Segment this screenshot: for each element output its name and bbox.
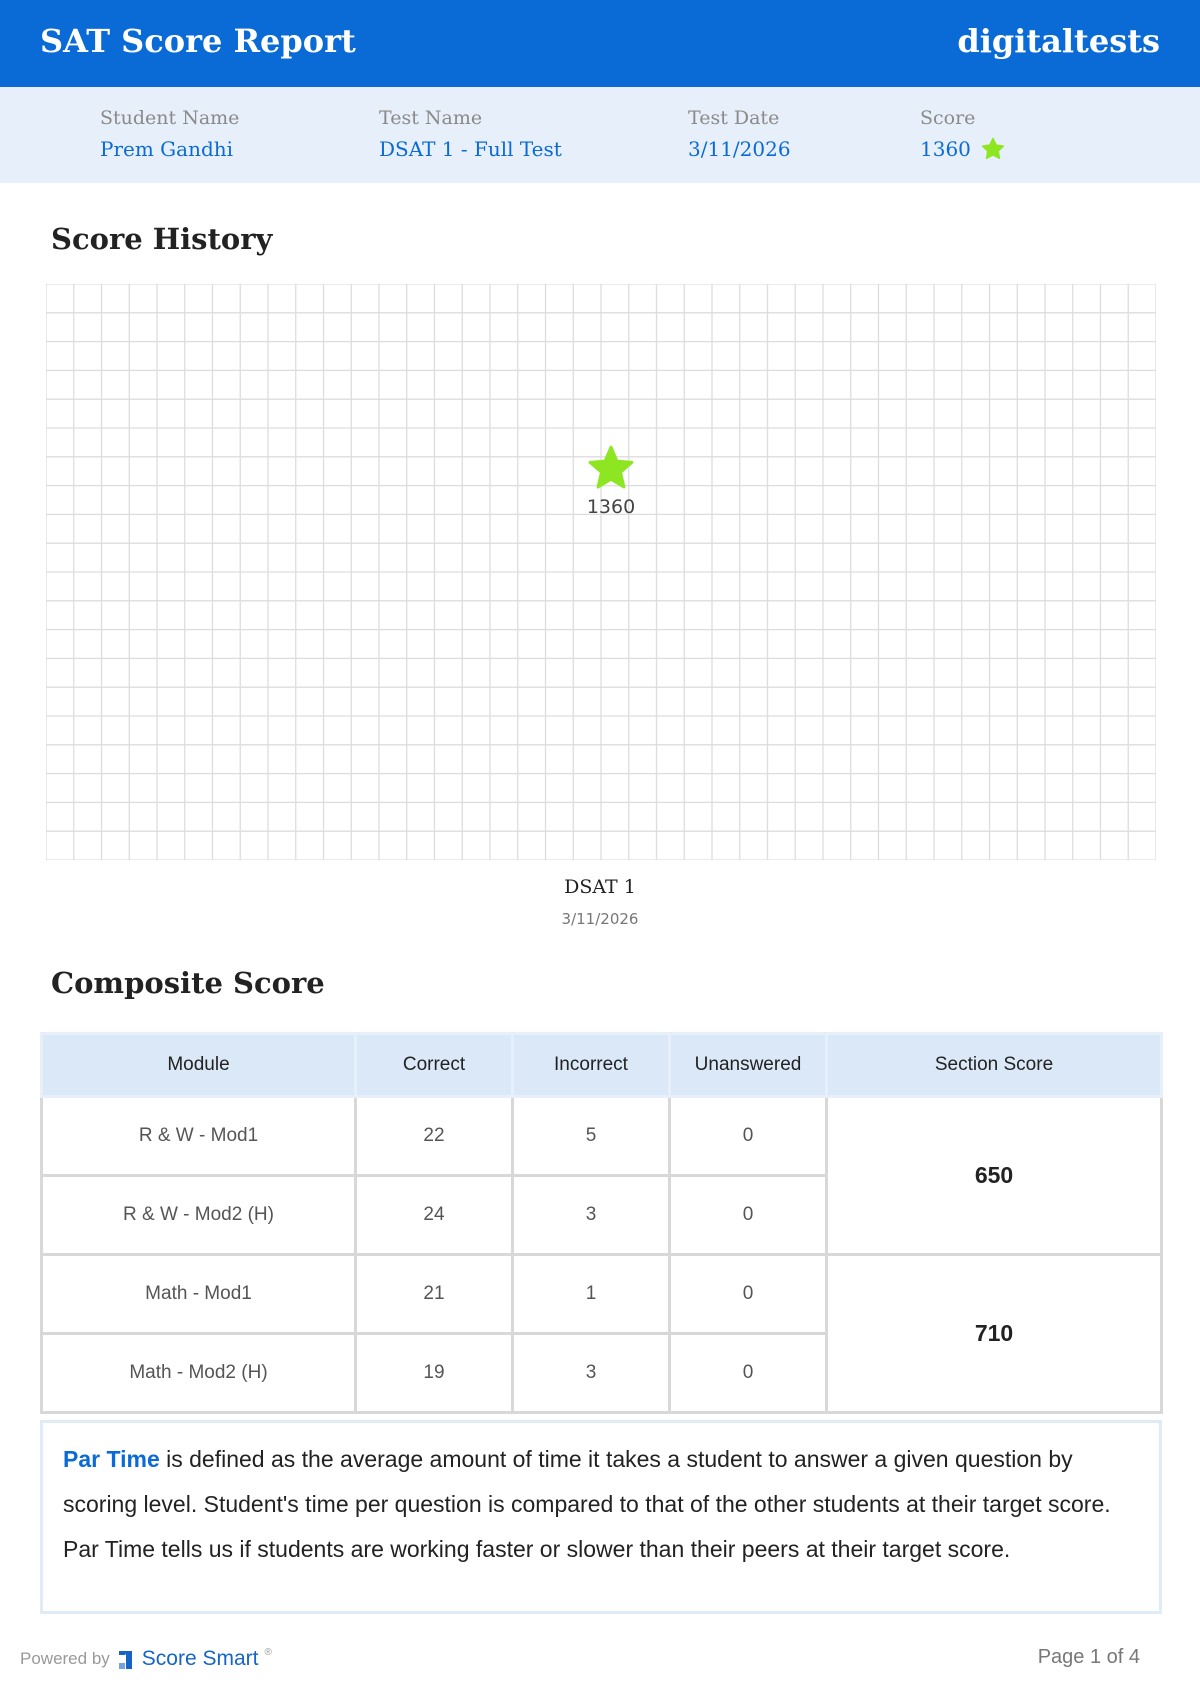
table-row — [42, 1097, 1162, 1176]
data-point-label: 1360 — [586, 496, 636, 519]
col-header-incorrect: Incorrect — [513, 1034, 670, 1097]
score-smart-brand: Score Smart — [141, 1647, 259, 1670]
cell-module: R & W - Mod2 (H) — [42, 1176, 356, 1255]
cell-incorrect: 1 — [513, 1255, 670, 1334]
report-header — [0, 0, 1200, 87]
info-label: Student Name — [100, 107, 240, 129]
cell-unanswered: 0 — [670, 1255, 827, 1334]
score-history-title: Score History — [51, 222, 273, 256]
cell-unanswered: 0 — [670, 1097, 827, 1176]
info-label: Score — [920, 107, 976, 129]
cell-incorrect: 5 — [513, 1097, 670, 1176]
brand-logo-text: digitaltests — [957, 22, 1160, 60]
info-test-date — [688, 107, 791, 161]
par-time-definition: is defined as the average amount of time it takes a student to answer a given question by scoring level. Student's time per question is compared to that of the other students at their target score. Par Time tells us if students are working faster or slower than their peers at their target score. — [63, 1446, 1111, 1562]
cell-correct: 19 — [356, 1334, 513, 1413]
powered-by — [20, 1647, 272, 1671]
data-point-star — [590, 447, 632, 487]
star-icon — [981, 137, 1005, 161]
info-value: 3/11/2026 — [688, 137, 791, 161]
composite-score-table — [40, 1032, 1163, 1414]
page-number: Page 1 of 4 — [1037, 1646, 1140, 1668]
par-time-term: Par Time — [63, 1446, 160, 1472]
col-header-module: Module — [42, 1034, 356, 1097]
section-score-rw: 650 — [827, 1097, 1162, 1255]
col-header-correct: Correct — [356, 1034, 513, 1097]
cell-correct: 24 — [356, 1176, 513, 1255]
chart-grid — [46, 284, 1156, 860]
col-header-unanswered: Unanswered — [670, 1034, 827, 1097]
score-smart-logo-icon — [116, 1647, 136, 1671]
composite-score-title: Composite Score — [51, 966, 325, 1000]
info-label: Test Name — [379, 107, 483, 129]
cell-module: Math - Mod1 — [42, 1255, 356, 1334]
cell-incorrect: 3 — [513, 1176, 670, 1255]
chart-category-label: DSAT 1 — [564, 876, 636, 898]
chart-category-date: 3/11/2026 — [561, 910, 639, 928]
par-time-note — [40, 1420, 1162, 1614]
trademark-symbol: ® — [264, 1647, 272, 1658]
score-history-chart — [46, 284, 1156, 860]
info-label: Test Date — [688, 107, 780, 129]
info-value: Prem Gandhi — [100, 137, 234, 161]
info-score — [920, 107, 1005, 161]
cell-module: Math - Mod2 (H) — [42, 1334, 356, 1413]
cell-incorrect: 3 — [513, 1334, 670, 1413]
cell-correct: 21 — [356, 1255, 513, 1334]
info-student-name — [100, 107, 239, 161]
cell-module: R & W - Mod1 — [42, 1097, 356, 1176]
table-header-row — [42, 1034, 1162, 1097]
cell-unanswered: 0 — [670, 1176, 827, 1255]
section-score-math: 710 — [827, 1255, 1162, 1413]
student-info-bar — [0, 87, 1200, 183]
info-value: 1360 — [920, 137, 971, 161]
cell-correct: 22 — [356, 1097, 513, 1176]
cell-unanswered: 0 — [670, 1334, 827, 1413]
info-test-name — [379, 107, 562, 161]
powered-by-label: Powered by — [20, 1649, 110, 1668]
col-header-section-score: Section Score — [827, 1034, 1162, 1097]
table-row — [42, 1255, 1162, 1334]
info-value: DSAT 1 - Full Test — [379, 137, 562, 161]
report-title: SAT Score Report — [40, 22, 356, 60]
